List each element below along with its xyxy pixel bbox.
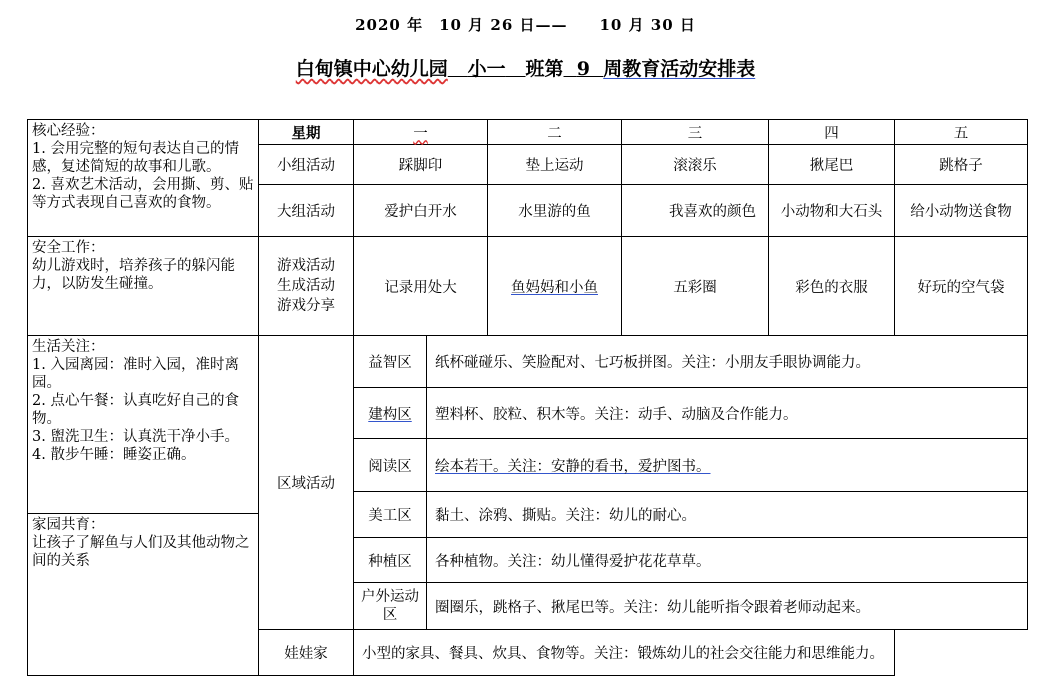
game-cell: 鱼妈妈和小鱼 <box>488 237 622 336</box>
activity-cell: 踩脚印 <box>354 145 488 185</box>
area-name: 娃娃家 <box>259 630 354 676</box>
safety-text: 幼儿游戏时，培养孩子的躲闪能力，以防发生碰撞。 <box>32 258 235 292</box>
day-header: 四 <box>769 120 895 145</box>
life-item: 4. 散步午睡：睡姿正确。 <box>32 447 196 463</box>
game-cell: 好玩的空气袋 <box>895 237 1028 336</box>
weekday-label: 星期 <box>259 120 354 145</box>
activity-cell: 我喜欢的颜色 <box>622 185 769 237</box>
area-name: 阅读区 <box>354 439 427 492</box>
core-item: 2. 喜欢艺术活动，会用撕、剪、贴等方式表现自己喜欢的食物。 <box>32 177 254 211</box>
game-label: 游戏分享 <box>277 298 335 314</box>
day-header: 二 <box>488 120 622 145</box>
home-school-cell <box>28 514 259 676</box>
day-header: 五 <box>895 120 1028 145</box>
game-cell: 彩色的衣服 <box>769 237 895 336</box>
area-name: 户外运动区 <box>354 583 427 630</box>
area-content: 各种植物。关注：幼儿懂得爱护花花草草。 <box>427 538 1028 583</box>
area-activity-label: 区域活动 <box>259 336 354 630</box>
safety-heading: 安全工作： <box>32 240 105 256</box>
activity-cell: 揪尾巴 <box>769 145 895 185</box>
area-name: 种植区 <box>354 538 427 583</box>
class-name: 小一 <box>467 58 506 80</box>
activity-cell: 滚滚乐 <box>622 145 769 185</box>
area-content: 绘本若干。关注：安静的看书，爱护图书。 <box>427 439 1028 492</box>
activity-cell: 水里游的鱼 <box>488 185 622 237</box>
core-experience-cell <box>28 120 259 237</box>
day-header: 三 <box>622 120 769 145</box>
row-label-large-group: 大组活动 <box>259 185 354 237</box>
date-range: 2020 年 10 月 26 日—— 10 月 30 日 <box>355 16 696 34</box>
game-cell: 记录用处大 <box>354 237 488 336</box>
core-item: 1. 会用完整的短句表达自己的情感，复述简短的故事和儿歌。 <box>32 141 239 175</box>
day-header: 一 <box>354 120 488 145</box>
title-prefix: 白甸镇中心幼儿园 <box>295 58 448 80</box>
life-heading: 生活关注： <box>32 339 105 355</box>
title-mid: 班第 <box>525 58 564 80</box>
activity-cell: 垫上运动 <box>488 145 622 185</box>
area-content: 圈圈乐，跳格子、揪尾巴等。关注：幼儿能听指令跟着老师动起来。 <box>427 583 1028 630</box>
core-heading: 核心经验： <box>32 123 105 139</box>
life-item: 3. 盥洗卫生：认真洗干净小手。 <box>32 429 239 445</box>
activity-cell: 小动物和大石头 <box>769 185 895 237</box>
area-content: 黏土、涂鸦、撕贴。关注：幼儿的耐心。 <box>427 492 1028 538</box>
page-title <box>0 54 1051 81</box>
game-label: 游戏活动 <box>277 258 335 274</box>
area-name: 益智区 <box>354 336 427 388</box>
activity-cell: 给小动物送食物 <box>895 185 1028 237</box>
life-item: 2. 点心午餐：认真吃好自己的食物。 <box>32 393 239 427</box>
area-content: 塑料杯、胶粒、积木等。关注：动手、动脑及合作能力。 <box>427 388 1028 439</box>
home-heading: 家园共育： <box>32 517 105 533</box>
game-cell: 五彩圈 <box>622 237 769 336</box>
area-content: 小型的家具、餐具、炊具、食物等。关注：锻炼幼儿的社会交往能力和思维能力。 <box>354 630 895 676</box>
area-content: 纸杯碰碰乐、笑脸配对、七巧板拼图。关注：小朋友手眼协调能力。 <box>427 336 1028 388</box>
week-number: 9 <box>576 58 590 80</box>
safety-cell <box>28 237 259 336</box>
title-suffix: 周教育活动安排表 <box>603 58 756 80</box>
game-label: 生成活动 <box>277 278 335 294</box>
home-text: 让孩子了解鱼与人们及其他动物之间的关系 <box>32 535 250 569</box>
activity-cell: 跳格子 <box>895 145 1028 185</box>
row-label-small-group: 小组活动 <box>259 145 354 185</box>
life-item: 1. 入园离园：准时入园，准时离园。 <box>32 357 239 391</box>
area-name: 建构区 <box>354 388 427 439</box>
schedule-table <box>27 119 1028 676</box>
area-name: 美工区 <box>354 492 427 538</box>
activity-cell: 爱护白开水 <box>354 185 488 237</box>
row-label-game <box>259 237 354 336</box>
life-focus-cell <box>28 336 259 514</box>
